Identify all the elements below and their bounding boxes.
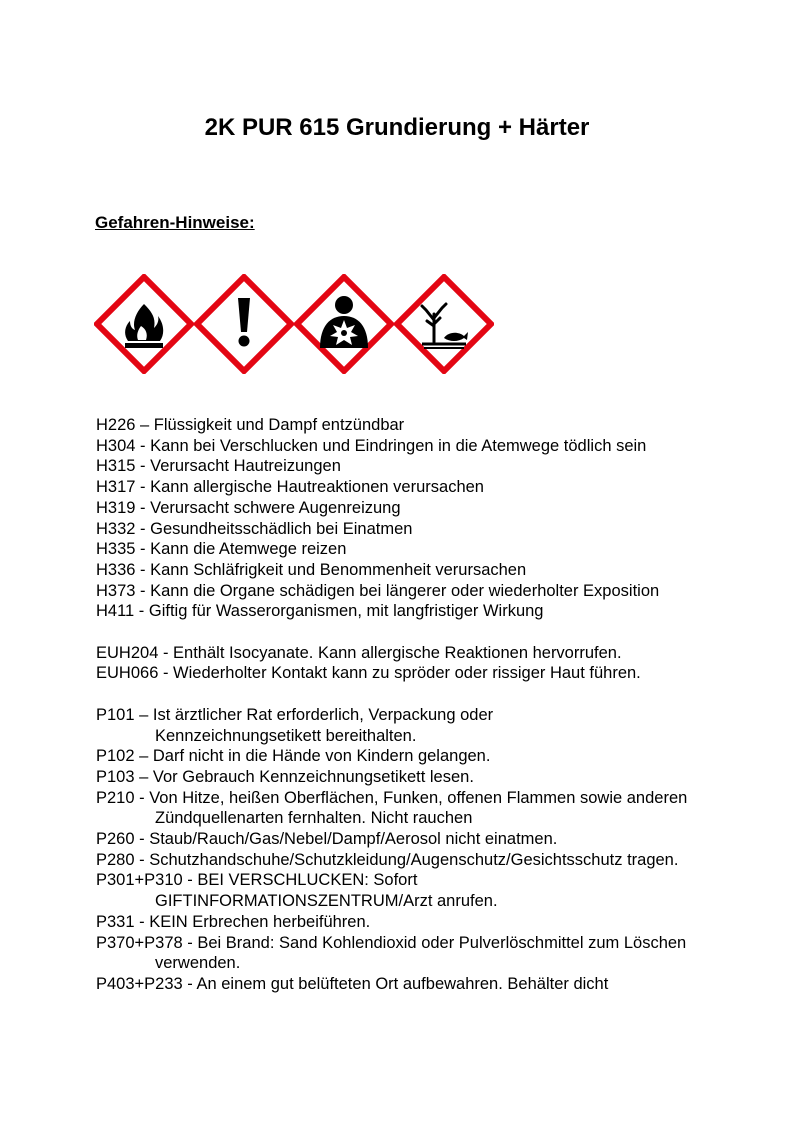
h-statement: H319 - Verursacht schwere Augenreizung (96, 498, 401, 517)
h-statement: H226 – Flüssigkeit und Dampf entzündbar (96, 416, 405, 434)
h-statement: H317 - Kann allergische Hautreaktionen verursachen (96, 478, 484, 497)
h-statements-list (96, 415, 756, 622)
p-statement: P260 - Staub/Rauch/Gas/Nebel/Dampf/Aerosol nicht einatmen. (96, 830, 558, 849)
euh-statement: EUH204 - Enthält Isocyanate. Kann allergische Reaktionen hervorrufen. (96, 643, 622, 662)
h-statement: H373 - Kann die Organe schädigen bei längerer oder wiederholter Exposition (96, 581, 660, 600)
hazard-section-heading: Gefahren-Hinweise: (95, 213, 255, 232)
exclamation-mark-pictogram-icon (194, 274, 294, 374)
h-statement: H335 - Kann die Atemwege reizen (96, 540, 347, 559)
euh-statements-list (96, 643, 756, 684)
p-statement: P210 - Von Hitze, heißen Oberflächen, Funken, offenen Flammen sowie anderen Zündquellenarten fernhalten. Nicht rauchen (96, 788, 688, 828)
h-statement: H411 - Giftig für Wasserorganismen, mit langfristiger Wirkung (96, 602, 544, 621)
p-statement: P280 - Schutzhandschuhe/Schutzkleidung/Augenschutz/Gesichtsschutz tragen. (96, 850, 679, 869)
p-statement: P403+P233 - An einem gut belüfteten Ort aufbewahren. Behälter dicht (96, 974, 609, 993)
ghs-pictograms (94, 274, 514, 374)
p-statements-list (96, 705, 756, 995)
h-statement: H332 - Gesundheitsschädlich bei Einatmen (96, 519, 413, 538)
statements-block (96, 415, 756, 995)
p-statement: P103 – Vor Gebrauch Kennzeichnungsetikett lesen. (96, 767, 474, 786)
flame-pictogram-icon (94, 274, 194, 374)
p-statement: P331 - KEIN Erbrechen herbeiführen. (96, 912, 371, 931)
h-statement: H315 - Verursacht Hautreizungen (96, 457, 341, 476)
health-hazard-pictogram-icon (294, 274, 394, 374)
h-statement: H304 - Kann bei Verschlucken und Eindringen in die Atemwege tödlich sein (96, 436, 647, 455)
page-title: 2K PUR 615 Grundierung + Härter (204, 114, 590, 141)
p-statement: P101 – Ist ärztlicher Rat erforderlich, Verpackung oder Kennzeichnungsetikett bereithalten. (96, 705, 494, 745)
p-statement: P301+P310 - BEI VERSCHLUCKEN: Sofort GIFTINFORMATIONSZENTRUM/Arzt anrufen. (96, 871, 498, 911)
p-statement: P370+P378 - Bei Brand: Sand Kohlendioxid oder Pulverlöschmittel zum Löschen verwenden. (96, 933, 687, 973)
euh-statement: EUH066 - Wiederholter Kontakt kann zu spröder oder rissiger Haut führen. (96, 664, 641, 683)
environment-pictogram-icon (394, 274, 494, 374)
h-statement: H336 - Kann Schläfrigkeit und Benommenheit verursachen (96, 560, 527, 579)
p-statement: P102 – Darf nicht in die Hände von Kindern gelangen. (96, 747, 491, 766)
